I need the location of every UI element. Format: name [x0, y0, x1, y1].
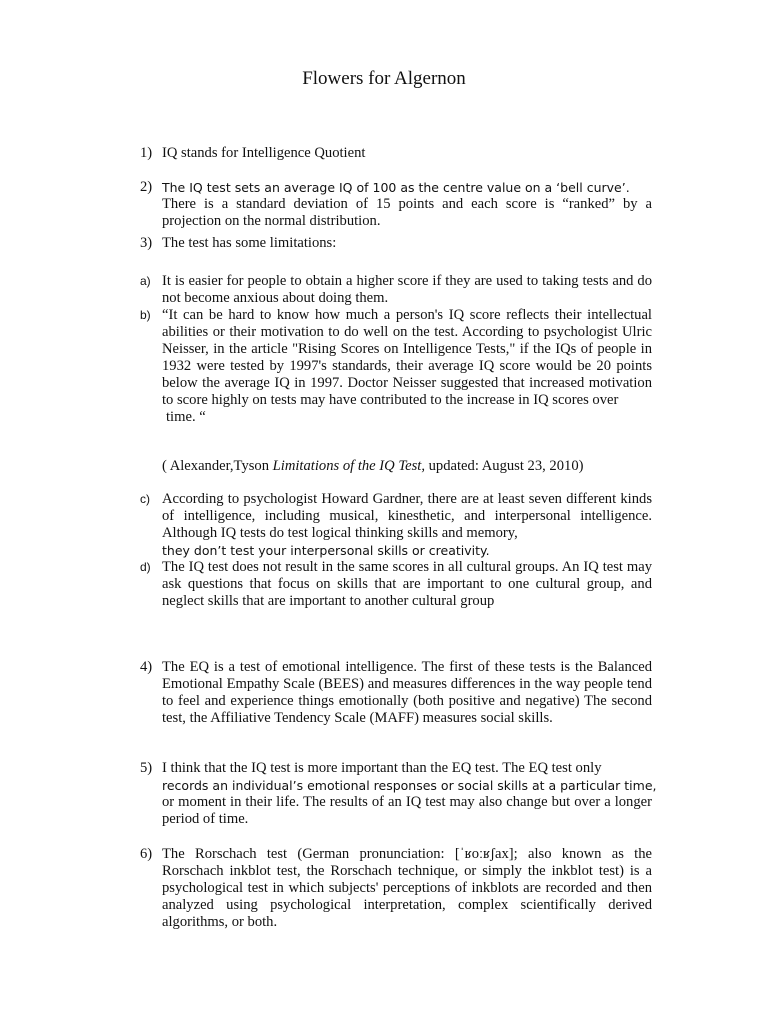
sub-item-letter: b) [140, 308, 151, 322]
page-title: Flowers for Algernon [302, 68, 466, 89]
sub-item-c [140, 491, 652, 559]
citation-title: Limitations of the IQ Test, [272, 458, 425, 474]
item-text: The EQ is a test of emotional intelligence. The first of these tests is the Balanced Emotional Empathy Scale (BEES) and measures differences in the way people tend to feel and experience things emotionally (both positive and negative) The second test, the Affiliative Tendency Scale (MAFF) measures social skills. [162, 659, 652, 726]
citation [162, 458, 662, 475]
item-number: 1) [140, 145, 153, 161]
list-item-5 [140, 760, 657, 828]
item-text-rest: There is a standard deviation of 15 points and each score is “ranked” by a projection on the normal distribution. [162, 196, 652, 229]
item-number: 4) [140, 659, 153, 675]
item-number: 5) [140, 760, 153, 776]
item-text [162, 179, 652, 230]
item-text-rest: or moment in their life. The results of an IQ test may also change but over a longer period of time. [162, 794, 652, 827]
item-text-line: I think that the IQ test is more important than the EQ test. The EQ test only [162, 760, 602, 776]
list-item-1 [140, 145, 652, 162]
item-number: 3) [140, 235, 153, 251]
item-text [162, 760, 657, 828]
item-text: “It can be hard to know how much a person's IQ score reflects their intellectual abilities or their motivation to do well on the test. According to psychologist Ulric Neisser, in the article "Rising Scores on Intelligence Tests," if the IQs of people in 1932 were tested by 1997's standards, their average IQ score would be 20 points below the average IQ in 1997. Doctor Neisser suggested that increased motivation to score highly on tests may have contributed to the increase in IQ scores over [162, 307, 652, 408]
list-item-3 [140, 235, 652, 252]
item-text-tail: time. “ [166, 409, 206, 425]
sub-item-d [140, 559, 652, 610]
citation-author: ( Alexander,Tyson [162, 458, 273, 474]
item-text: The IQ test does not result in the same scores in all cultural groups. An IQ test may ask questions that focus on skills that are important to one cultural group, and neglect skills that are important to another cultural group [162, 559, 652, 609]
list-item-2 [140, 179, 652, 230]
item-text-line: they don’t test your interpersonal skills or creativity. [162, 543, 490, 558]
item-text: The test has some limitations: [162, 235, 337, 251]
sub-item-letter: d) [140, 560, 151, 574]
item-text: IQ stands for Intelligence Quotient [162, 145, 366, 161]
item-text: According to psychologist Howard Gardner, there are at least seven different kinds of intelligence, including musical, kinesthetic, and interpersonal intelligence. Although IQ tests do test logical thinking skills and memory, [162, 491, 652, 541]
sub-item-b [140, 307, 652, 426]
item-number: 6) [140, 846, 153, 862]
item-text-line: The IQ test sets an average IQ of 100 as the centre value on a ‘bell curve’. [162, 180, 630, 195]
list-item-4 [140, 659, 652, 727]
item-text-line: records an individual’s emotional responses or social skills at a particular time, [162, 778, 657, 793]
sub-item-letter: a) [140, 274, 151, 288]
item-text: The Rorschach test (German pronunciation: [ˈʁoːʁʃax]; also known as the Rorschach inkblot test, the Rorschach technique, or simply the inkblot test) is a psychological test in which subjects' perceptions of inkblots are recorded and then analyzed using psychological interpretation, complex scientifically derived algorithms, or both. [162, 846, 652, 930]
citation-date: updated: August 23, 2010) [424, 458, 584, 474]
item-number: 2) [140, 179, 153, 195]
item-text: It is easier for people to obtain a higher score if they are used to taking tests and do not become anxious about doing them. [162, 273, 652, 306]
list-item-6 [140, 846, 652, 931]
sub-item-letter: c) [140, 492, 150, 506]
sub-item-a [140, 273, 652, 307]
